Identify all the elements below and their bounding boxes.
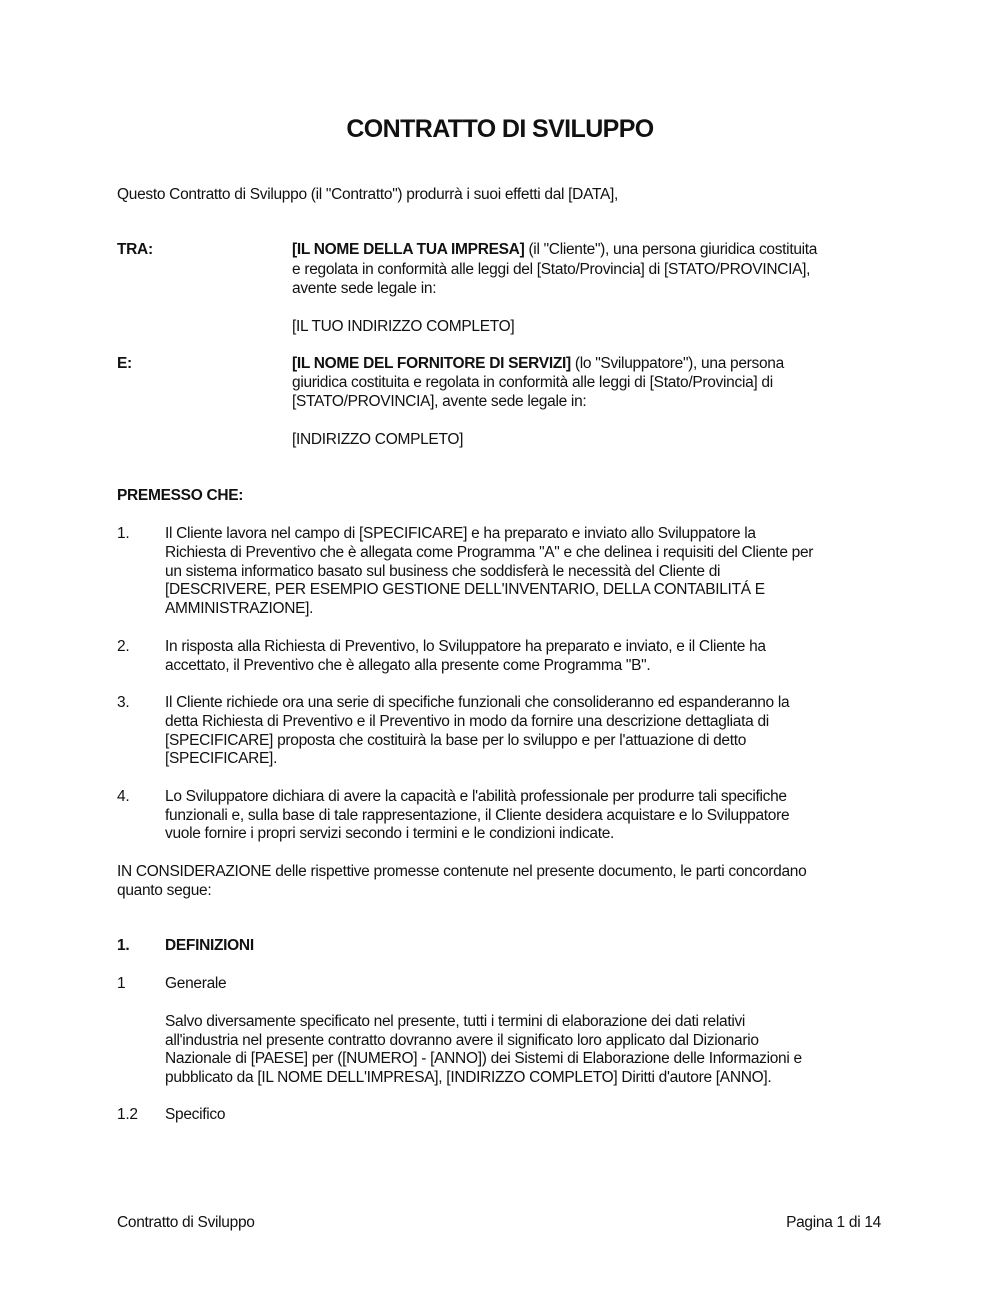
premesso-heading: PREMESSO CHE: [117, 487, 244, 504]
subsection-1-line: pubblicato da [IL NOME DELL'IMPRESA], [INDIRIZZO COMPLETO] Diritti d'autore [ANNO]. [165, 1069, 772, 1086]
intro-paragraph: Questo Contratto di Sviluppo (il "Contratto") produrrà i suoi effetti dal [DATA], [117, 186, 619, 203]
recital-3-line: [SPECIFICARE]. [165, 750, 278, 767]
subsection-1-line: Salvo diversamente specificato nel presente, tutti i termini di elaborazione dei dati relativi [165, 1013, 746, 1030]
party-label-e: E: [117, 355, 132, 372]
party-2-line-1: [IL NOME DEL FORNITORE DI SERVIZI] (lo "Sviluppatore"), una persona [292, 355, 784, 372]
subsection-1-line: all'industria nel presente contratto dovranno avere il significato loro applicato dal Dizionario [165, 1032, 759, 1049]
party-label-tra: TRA: [117, 241, 153, 258]
party-1-line-1: [IL NOME DELLA TUA IMPRESA] (il "Cliente"), una persona giuridica costituita [292, 241, 818, 258]
recital-1-line: Richiesta di Preventivo che è allegata come Programma "A" e che delinea i requisiti del Cliente per [165, 544, 814, 561]
recital-2-line: accettato, il Preventivo che è allegato alla presente come Programma "B". [165, 657, 651, 674]
party-2-name: [IL NOME DEL FORNITORE DI SERVIZI] [292, 355, 571, 372]
party-1-line-3: avente sede legale in: [292, 280, 437, 297]
document-title: CONTRATTO DI SVILUPPO [346, 115, 654, 143]
recital-1-line: Il Cliente lavora nel campo di [SPECIFICARE] e ha preparato e inviato allo Sviluppatore la [165, 525, 756, 542]
recital-3-line: [SPECIFICARE] proposta che costituirà la base per lo sviluppo e per l'attuazione di detto [165, 732, 747, 749]
consideration-line: IN CONSIDERAZIONE delle rispettive promesse contenute nel presente documento, le parti concordano [117, 863, 807, 880]
recital-4-line: vuole fornire i propri servizi secondo i termini e le condizioni indicate. [165, 825, 615, 842]
subsection-2-heading: Specifico [165, 1106, 226, 1123]
recital-1-line: [DESCRIVERE, PER ESEMPIO GESTIONE DELL'INVENTARIO, DELLA CONTABILITÁ E [165, 581, 765, 598]
subsection-1-number: 1 [117, 975, 126, 992]
recital-3-line: Il Cliente richiede ora una serie di specifiche funzionali che consolideranno ed espanderanno la [165, 694, 790, 711]
section-heading: DEFINIZIONI [165, 937, 254, 954]
footer-document-name: Contratto di Sviluppo [117, 1214, 255, 1231]
party-2-line-3: [STATO/PROVINCIA], avente sede legale in: [292, 393, 587, 410]
recital-1-line: AMMINISTRAZIONE]. [165, 600, 314, 617]
subsection-2-number: 1.2 [117, 1106, 138, 1123]
recital-3-number: 3. [117, 694, 130, 711]
footer-page-number: Pagina 1 di 14 [786, 1214, 881, 1231]
recital-1-number: 1. [117, 525, 130, 542]
recital-4-number: 4. [117, 788, 130, 805]
recital-1-line: un sistema informatico basato sul business che soddisferà le necessità del Cliente di [165, 563, 721, 580]
party-1-line-2: e regolata in conformità alle leggi del [Stato/Provincia] di [STATO/PROVINCIA], [292, 261, 811, 278]
party-2-address: [INDIRIZZO COMPLETO] [292, 431, 464, 448]
subsection-1-line: Nazionale di [PAESE] per ([NUMERO] - [ANNO]) dei Sistemi di Elaborazione delle Informazioni e [165, 1050, 802, 1067]
section-number: 1. [117, 937, 130, 954]
recital-3-line: detta Richiesta di Preventivo e il Preventivo in modo da fornire una descrizione dettagliata di [165, 713, 769, 730]
recital-2-number: 2. [117, 638, 130, 655]
party-2-line-2: giuridica costituita e regolata in conformità alle leggi di [Stato/Provincia] di [292, 374, 773, 391]
subsection-1-heading: Generale [165, 975, 227, 992]
recital-2-line: In risposta alla Richiesta di Preventivo, lo Sviluppatore ha preparato e inviato, e il Cliente ha [165, 638, 766, 655]
party-1-address: [IL TUO INDIRIZZO COMPLETO] [292, 318, 515, 335]
party-1-name: [IL NOME DELLA TUA IMPRESA] [292, 241, 525, 258]
recital-4-line: funzionali e, sulla base di tale rappresentazione, il Cliente desidera acquistare e lo Sviluppatore [165, 807, 790, 824]
recital-4-line: Lo Sviluppatore dichiara di avere la capacità e l'abilità professionale per produrre tali specifiche [165, 788, 787, 805]
consideration-line: quanto segue: [117, 882, 212, 899]
